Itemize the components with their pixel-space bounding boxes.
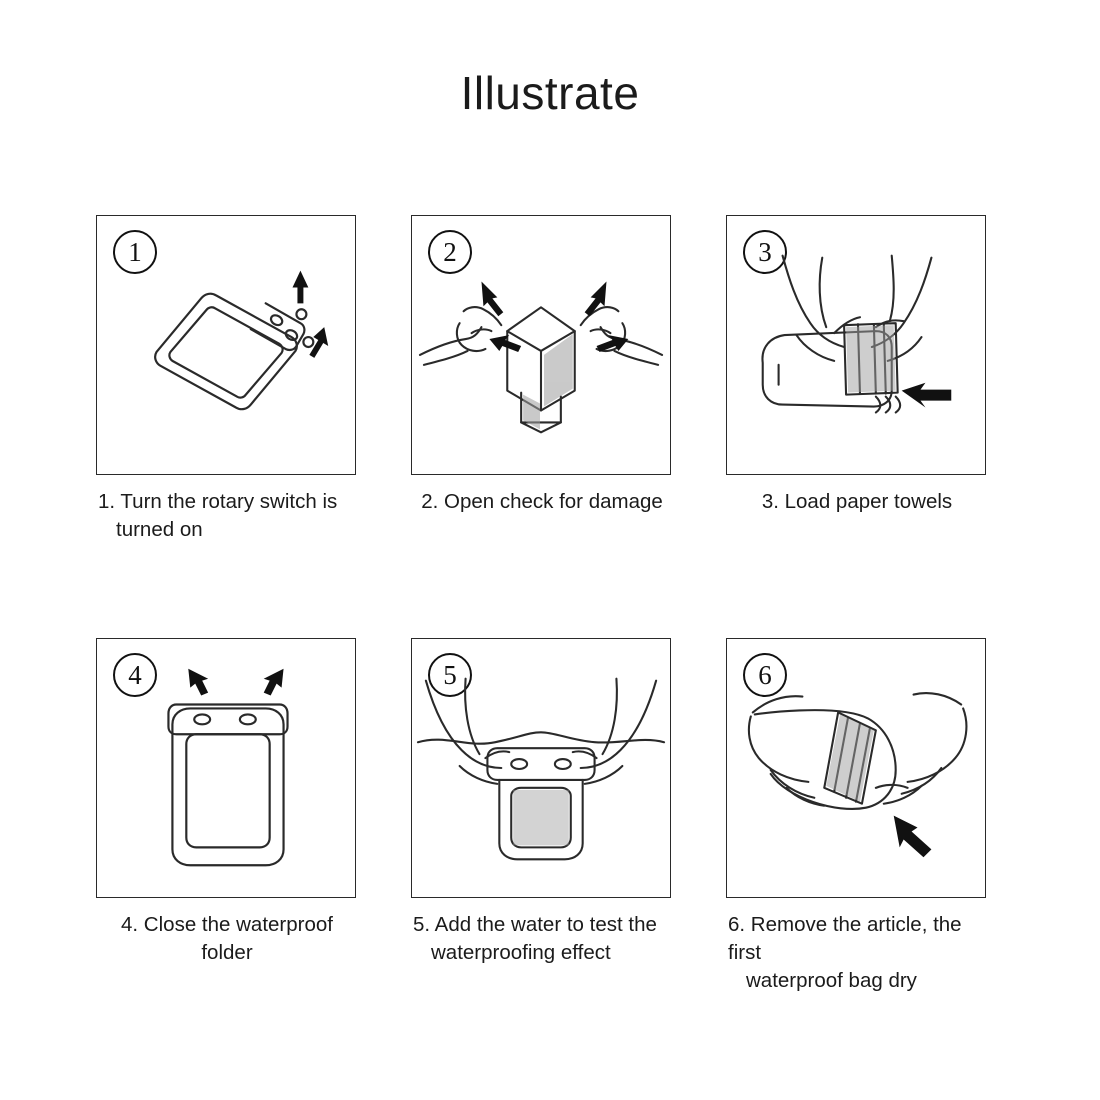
step-caption-5 xyxy=(411,911,673,966)
step-illustration-2 xyxy=(412,216,670,474)
step-illustration-6 xyxy=(727,639,985,897)
step-cell-2 xyxy=(411,215,673,543)
step-number-badge-2: 2 xyxy=(428,230,472,274)
grid-gap xyxy=(358,215,411,543)
step-caption-line1-5: 5. Add the water to test the xyxy=(413,913,657,937)
step-cell-4 xyxy=(96,638,358,994)
step-cell-6 xyxy=(726,638,988,994)
step-number-badge-4: 4 xyxy=(113,653,157,697)
step-cell-1 xyxy=(96,215,358,543)
step-caption-line1-3: 3. Load paper towels xyxy=(761,490,953,513)
grid-gap xyxy=(673,215,726,543)
step-caption-line2-5: waterproofing effect xyxy=(431,941,611,965)
step-caption-1 xyxy=(96,488,358,543)
step-caption-line1-1: 1. Turn the rotary switch is xyxy=(98,490,338,513)
step-panel-2 xyxy=(411,215,671,475)
grid-gap xyxy=(358,638,411,994)
page-title: Illustrate xyxy=(460,67,640,119)
step-panel-1 xyxy=(96,215,356,475)
step-number-badge-6: 6 xyxy=(743,653,787,697)
step-cell-3 xyxy=(726,215,988,543)
step-number-badge-1: 1 xyxy=(113,230,157,274)
grid-gap xyxy=(673,638,726,994)
step-panel-5 xyxy=(411,638,671,898)
step-illustration-1 xyxy=(97,216,355,474)
step-caption-line1-2: 2. Open check for damage xyxy=(421,490,663,513)
steps-grid xyxy=(96,215,1016,994)
step-caption-line2-1: turned on xyxy=(116,517,203,541)
step-illustration-5 xyxy=(412,639,670,897)
step-number-badge-5: 5 xyxy=(428,653,472,697)
step-illustration-4 xyxy=(97,639,355,897)
step-cell-5 xyxy=(411,638,673,994)
step-panel-6 xyxy=(726,638,986,898)
step-caption-3 xyxy=(726,488,988,516)
step-illustration-3 xyxy=(727,216,985,474)
step-panel-3 xyxy=(726,215,986,475)
step-number-badge-3: 3 xyxy=(743,230,787,274)
step-panel-4 xyxy=(96,638,356,898)
step-caption-4 xyxy=(96,911,358,966)
step-caption-line1-6: 6. Remove the article, the first xyxy=(728,913,962,965)
step-caption-2 xyxy=(411,488,673,516)
step-caption-line2-6: waterproof bag dry xyxy=(746,968,917,992)
step-caption-line1-4: 4. Close the waterproof folder xyxy=(121,913,333,965)
step-caption-6 xyxy=(726,911,988,994)
